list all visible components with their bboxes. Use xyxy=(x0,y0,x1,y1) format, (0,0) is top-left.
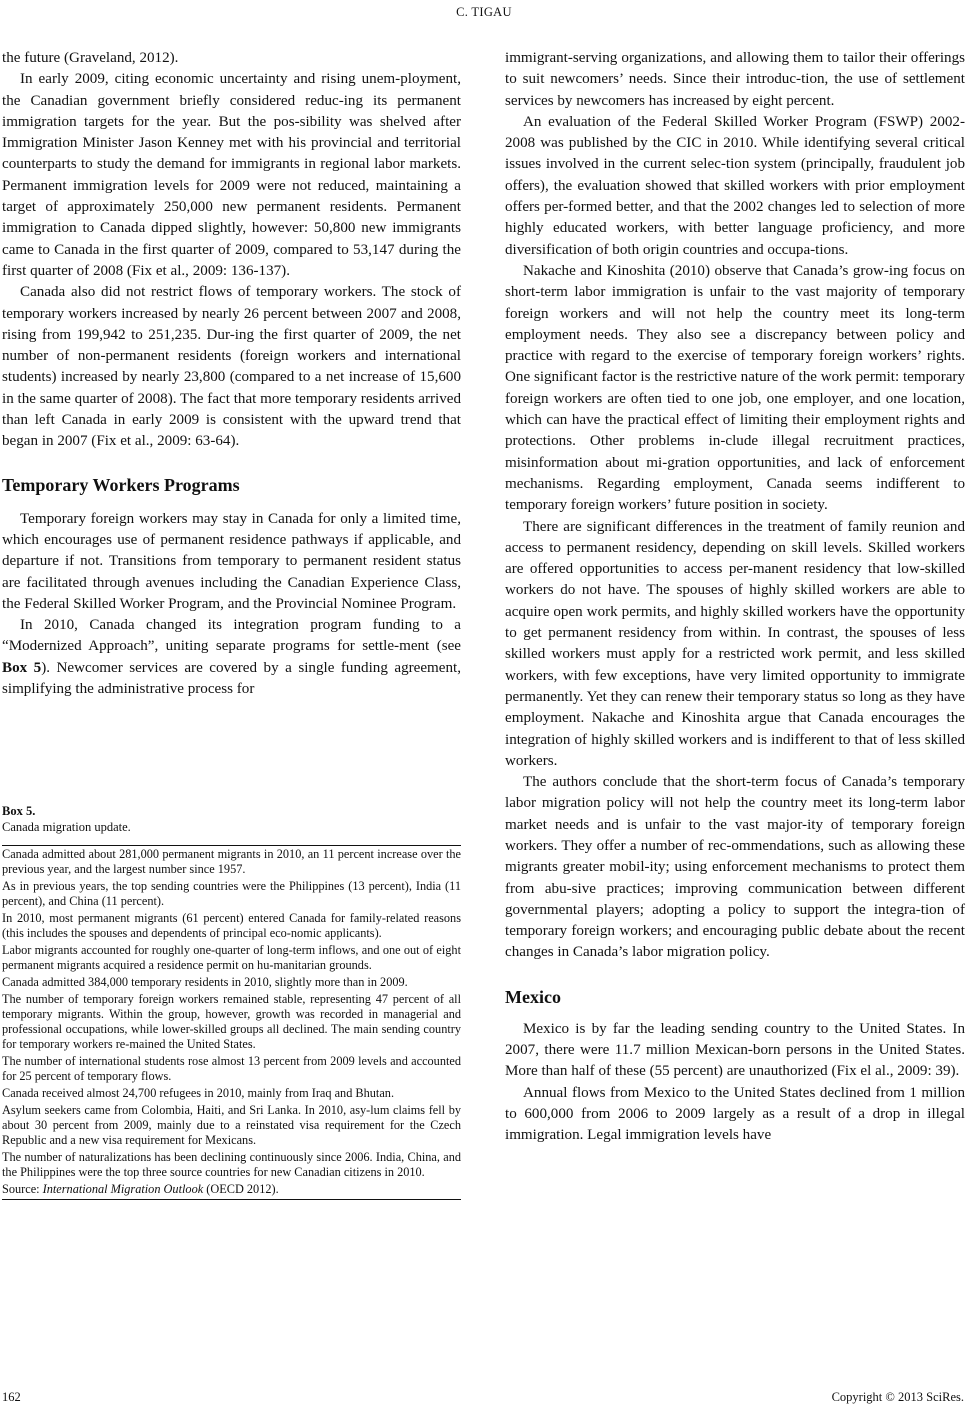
box-source xyxy=(2,1182,461,1199)
left-column xyxy=(2,48,461,700)
box-item: The number of naturalizations has been declining continuously since 2006. India, China, and the Philippines were the top three source countries for new Canadian citizens in 2010. xyxy=(2,1150,461,1180)
box-item: Labor migrants accounted for roughly one-quarter of long-term inflows, and one out of eight permanent migrants acquired a residence permit on hu-manitarian grounds. xyxy=(2,943,461,973)
paragraph: There are significant differences in the treatment of family reunion and access to permanent residency, depending on skill levels. Skilled workers are offered opportunities to access per-manent residency that low-skilled workers do not have. The spouses of highly skilled workers are able to acquire open work permits, and highly skilled workers have the opportunity to get permanent residency from within. In contrast, the spouses of less skilled workers must apply for a restricted work permit, and less skilled workers, with few exceptions, have very limited opportunity to immigrate permanently. Yet they can renew their temporary status so long as they have employment. Nakache and Kinoshita argue that Canada encourages the integration of highly skilled workers and is indifferent to that of less skilled workers. xyxy=(505,518,965,769)
paragraph: immigrant-serving organizations, and allowing them to tailor their offerings to suit newcomers’ needs. Since their introduc-tion, the use of settlement services by newcomers has increased by eight percent. xyxy=(505,50,965,109)
text-span: In 2010, Canada changed its integration program funding to a “Modernized Approach”, uniting separate programs for settle-ment (see xyxy=(2,617,461,655)
paragraph: Annual flows from Mexico to the United States declined from 1 million to 600,000 from 2006 to 2009 largely as a result of a drop in illegal immigration. Legal immigration levels have xyxy=(505,1084,965,1144)
paragraph: Canada also did not restrict flows of temporary workers. The stock of temporary workers increased by nearly 26 percent between 2007 and 2008, rising from 199,942 to 251,235. Dur-ing the first quarter of 2009, the net number of non-permanent residents (foreign workers and international students) increased by nearly 23,800 (compared to a net increase of 15,600 in the same quarter of 2008). The fact that more temporary residents arrived than left Canada in early 2009 is consistent with the upward trend that began in 2007 (Fix et al., 2009: 63-64). xyxy=(2,284,461,450)
paragraph: An evaluation of the Federal Skilled Worker Program (FSWP) 2002-2008 was published by the CIC in 2010. While identifying several critical issues involved in the current selec-tion system (principally, fraudulent job offers), the evaluation showed that skilled workers with prior employment offers per-formed better, and that the 2002 changes led to selection of more highly educated workers, with better language proficiency, and more diversification of both origin countries and occupa-tions. xyxy=(505,113,965,258)
paragraph-box-reference xyxy=(2,615,461,700)
box-item: The number of temporary foreign workers remained stable, representing 47 percent of all temporary migrants. Within the group, however, growth was recorded in managerial and professional occupations, while lower-skilled groups all declined. The main sending country for temporary workers re-mained the United States. xyxy=(2,991,461,1052)
source-title: International Migration Outlook xyxy=(42,1182,204,1197)
box-item: As in previous years, the top sending countries were the Philippines (13 percent), India (11 percent), and China (11 percent). xyxy=(2,879,461,909)
box-item: Canada received almost 24,700 refugees in 2010, mainly from Iraq and Bhutan. xyxy=(2,1086,395,1101)
paragraph: the future (Graveland, 2012). xyxy=(2,50,179,66)
box-caption: Canada migration update. xyxy=(2,820,131,834)
box-item: In 2010, most permanent migrants (61 percent) entered Canada for family-related reasons (this includes the spouses and dependents of principal eco-nomic applicants). xyxy=(2,911,461,941)
box-5 xyxy=(2,804,461,1200)
right-column xyxy=(505,48,965,1147)
source-suffix: (OECD 2012). xyxy=(203,1182,279,1197)
paragraph: Nakache and Kinoshita (2010) observe that Canada’s grow-ing focus on short-term labor immigration is unfair to the vast majority of temporary foreign workers and will not help the country meet its long-term employment needs. They also see a discrepancy between policy and practice with regard to the exercise of temporary foreign workers’ rights. One significant factor is the restrictive nature of the work permit: temporary foreign workers are often tied to one job, one employer, and one location, which can have the practical effect of limiting their employment rights and protections. Other problems in-clude illegal recruitment practices, misinformation about mi-gration opportunities, and lack of enforcement mechanisms. Regarding employment, Canada seems indifferent to temporary foreign workers’ future position in society. xyxy=(505,262,965,514)
running-head: C. TIGAU xyxy=(456,5,512,19)
paragraph: In early 2009, citing economic uncertainty and rising unem-ployment, the Canadian government briefly considered reduc-ing its permanent immigration targets for the year. But the pos-sibility was shelved after Immigration Minister Jason Kenney met with his provincial and territorial counterparts to study the demand for immigrants in regional labor markets. Permanent immigration levels for 2009 were not reduced, maintaining a target of approximately 250,000 new permanent residents. Permanent immigration to Canada dipped slightly, however: 50,800 new immigrants came to Canada in the first quarter of 2009, compared to 53,147 during the first quarter of 2008 (Fix et al., 2009: 136-137). xyxy=(2,71,461,279)
box-bottom-rule xyxy=(2,1199,461,1200)
paragraph: Mexico is by far the leading sending country to the United States. In 2007, there were 11.7 million Mexican-born persons in the United States. More than half of these (55 percent) are unauthorized (Fix el al., 2009: 39). xyxy=(505,1020,965,1080)
box-items xyxy=(2,846,461,1199)
source-prefix: Source: xyxy=(2,1182,43,1197)
copyright-notice: Copyright © 2013 SciRes. xyxy=(831,1390,964,1404)
paragraph: The authors conclude that the short-term focus of Canada’s temporary labor migration policy will not help the country meet its long-term labor market needs and is unfair to the vast major-ity of temporary foreign workers. They offer a number of rec-ommendations, such as allowing these migrants greater mobil-ity; using enforcement mechanisms to protect them from abu-sive practices; improving communication between different governmental players; adopting a policy to support the integra-tion of temporary foreign workers; and encouraging public debate about the recent changes in Canada’s labor migration policy. xyxy=(505,774,965,961)
paragraph: Temporary foreign workers may stay in Canada for only a limited time, which encourages use of permanent residence pathways if applicable, and departure if not. Transitions from temporary to permanent resident status are facilitated through avenues including the Canadian Experience Class, the Federal Skilled Worker Program, and the Provincial Nominee Program. xyxy=(2,510,461,612)
box-item: The number of international students rose almost 13 percent from 2009 levels and accounted for 25 percent of temporary flows. xyxy=(2,1054,461,1084)
box-reference: Box 5 xyxy=(2,659,42,676)
section-title-mexico: Mexico xyxy=(505,986,561,1007)
section-title-temporary-workers: Temporary Workers Programs xyxy=(2,474,240,495)
page-number: 162 xyxy=(2,1390,21,1404)
box-item: Canada admitted 384,000 temporary residents in 2010, slightly more than in 2009. xyxy=(2,975,408,989)
text-span: funding agreement, simplifying the administrative process for xyxy=(2,659,461,698)
text-span: ). Newcomer services are covered by a single xyxy=(41,659,341,676)
box-label: Box 5. xyxy=(2,804,36,818)
box-item: Canada admitted about 281,000 permanent migrants in 2010, an 11 percent increase over the previous year, and the largest number since 1957. xyxy=(2,847,461,877)
box-item: Asylum seekers came from Colombia, Haiti, and Sri Lanka. In 2010, asy-lum claims fell by about 30 percent from 2009, mainly due to a reinstated visa requirement for the Czech Republic and a new visa requirement for Mexicans. xyxy=(2,1103,461,1148)
